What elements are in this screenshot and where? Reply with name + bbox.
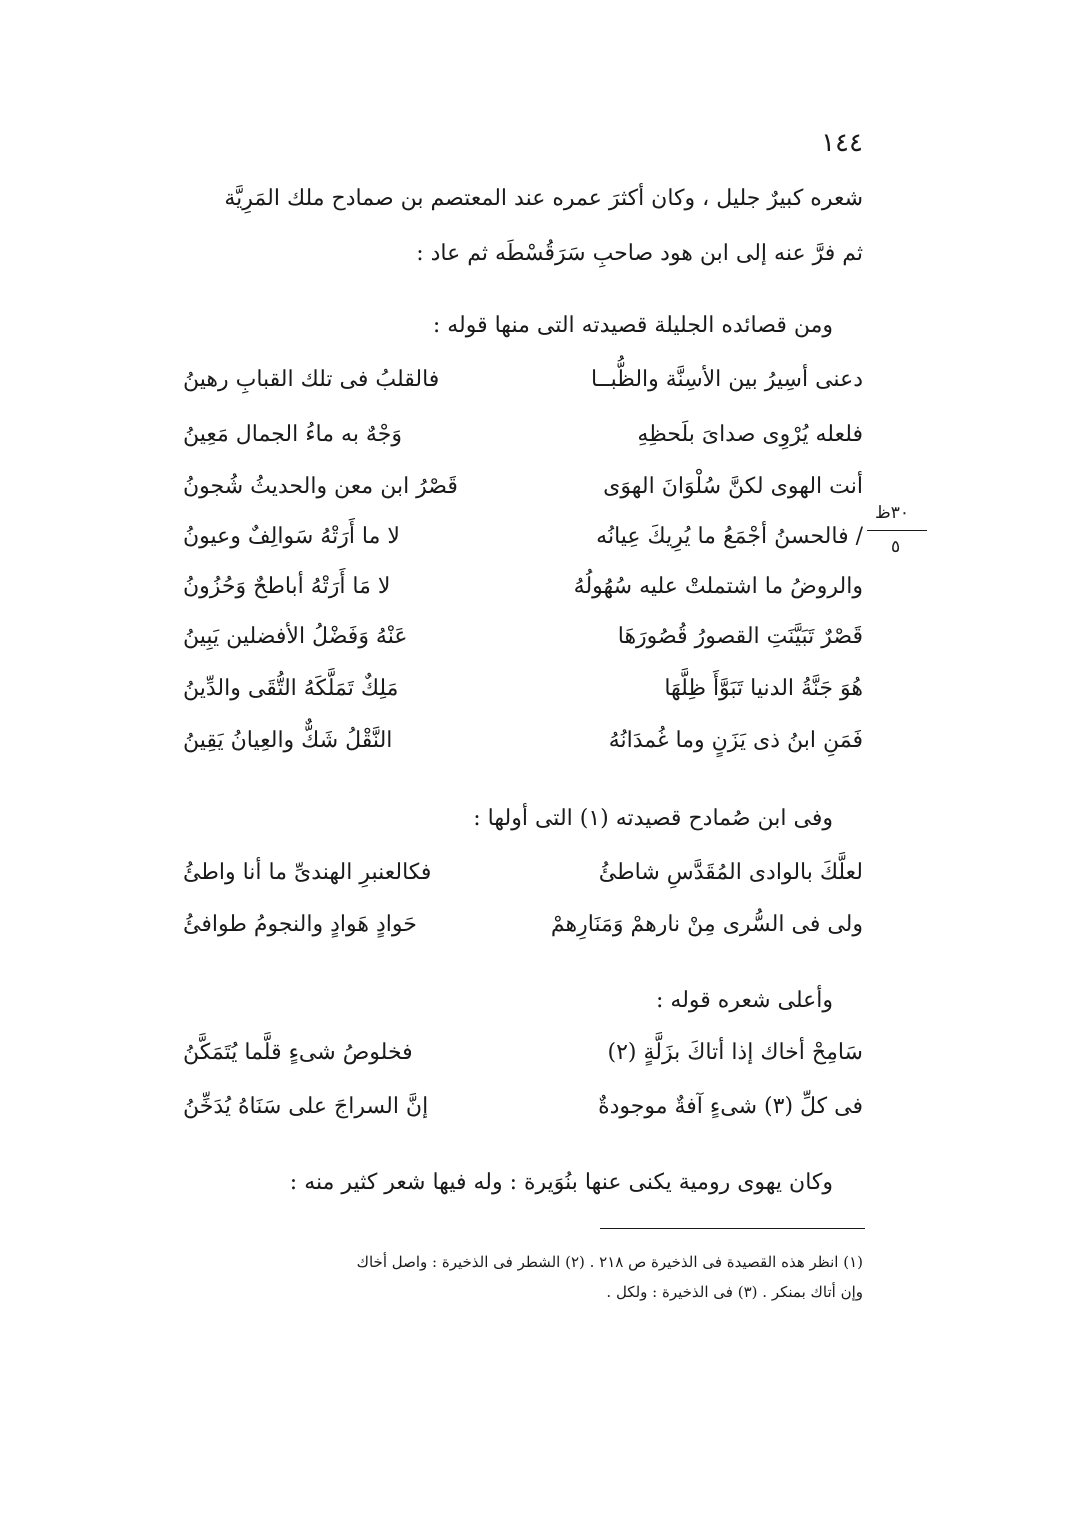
hemistich-second: وَجْهٌ به ماءُ الجمال مَعِينُ — [183, 422, 402, 447]
hemistich-second: فكالعنبرِ الهندىِّ ما أنا واطئُ — [183, 860, 432, 885]
hemistich-second: فالقلبُ فى تلك القبابِ رهينُ — [183, 367, 440, 392]
hemistich-second: قَصْرُ ابن معن والحديثُ شُجونُ — [183, 474, 458, 499]
folio-number: ٣٠ظ — [875, 503, 909, 523]
hemistich-first: قَصْرٌ تَبَيَّنَتِ القصورُ قُصُورَهَا — [617, 624, 863, 649]
hemistich-second: مَلِكٌ تَمَلَّكَهُ التُّقَى والدِّينُ — [183, 676, 399, 701]
closing-line: وكان يهوى رومية يكنى عنها بنُوَيرة : وله فيها شعر كثير منه : — [289, 1170, 833, 1195]
footnote-separator — [600, 1228, 865, 1229]
verse — [183, 422, 863, 476]
manuscript-folio-marker — [855, 503, 935, 563]
verse — [183, 1040, 863, 1094]
hemistich-first: لعلَّكَ بالوادى المُقَدَّسِ شاطئُ — [598, 860, 863, 885]
hemistich-second: حَوادٍ هَوادٍ والنجومُ طوافئُ — [183, 912, 417, 937]
verse — [183, 1094, 863, 1148]
line-number: ٥ — [891, 537, 901, 557]
verse — [183, 728, 863, 782]
verse — [183, 474, 863, 528]
section-2-heading: وفى ابن صُمادح قصيدته (١) التى أولها : — [473, 806, 833, 831]
footnote-line-1: (١) انظر هذه القصيدة فى الذخيرة ص ٢١٨ . (٢) الشطر فى الذخيرة : واصل أخاك — [356, 1253, 863, 1271]
hemistich-second: لا مَا أَرَتْهُ أباطحٌ وَحُزُونُ — [183, 574, 391, 599]
page-number: ١٤٤ — [821, 128, 863, 158]
section-3-heading: وأعلى شعره قوله : — [656, 988, 833, 1013]
hemistich-second: النَّقْلُ شَكٌّ والعِيانُ يَقِينُ — [183, 728, 393, 753]
section-1-heading: ومن قصائده الجليلة قصيدته التى منها قوله : — [432, 313, 833, 338]
hemistich-second: إنَّ السراجَ على سَنَاهُ يُدَخِّنُ — [183, 1094, 429, 1119]
verse — [183, 624, 863, 678]
folio-divider — [867, 530, 927, 531]
verse — [183, 524, 863, 578]
intro-line-2: ثم فرَّ عنه إلى ابن هود صاحبِ سَرَقُسْطَه ثم عاد : — [416, 241, 863, 266]
hemistich-first: والروضُ ما اشتملتْ عليه سُهُولُهُ — [573, 574, 863, 599]
hemistich-first: هُوَ جَنَّةُ الدنيا تَبَوَّأَ ظِلَّهَا — [664, 676, 863, 701]
hemistich-first: فَمَنِ ابنُ ذى يَزَنٍ وما غُمدَانُهُ — [608, 728, 863, 753]
hemistich-first: فى كلِّ (٣) شىءٍ آفةٌ موجودةٌ — [598, 1094, 863, 1119]
hemistich-first: / فالحسنُ أجْمَعُ ما يُرِيكَ عِيانُه — [596, 524, 863, 549]
verse — [183, 676, 863, 730]
verse — [183, 860, 863, 914]
hemistich-first: ولى فى السُّرى مِنْ نارهمْ وَمَنَارِهمْ — [550, 912, 863, 937]
hemistich-second: لا ما أَرَتْهُ سَوالِفٌ وعيونُ — [183, 524, 400, 549]
hemistich-first: فلعله يُرْوِى صداىَ بلَحظِهِ — [637, 422, 863, 447]
hemistich-second: عَنْهُ وَفَضْلُ الأفضلين يَبِينُ — [183, 624, 408, 649]
hemistich-second: فخلوصُ شىءٍ قلَّما يُتَمَكَّنُ — [183, 1040, 413, 1065]
verse — [183, 912, 863, 966]
hemistich-first: أنت الهوى لكنَّ سُلْوَانَ الهوَى — [603, 474, 863, 499]
hemistich-first: دعنى أسِيرُ بين الأسِنَّة والظُّبــا — [591, 367, 863, 392]
verse — [183, 574, 863, 628]
footnote-line-2: وإن أتاك بمنكر . (٣) فى الذخيرة : ولكل . — [606, 1283, 863, 1301]
verse — [183, 367, 863, 421]
hemistich-first: سَامِحْ أخاك إذا أتاكَ بزَلَّةٍ (٢) — [607, 1040, 863, 1065]
intro-line-1: شعره كبيرٌ جليل ، وكان أكثرَ عمره عند المعتصم بن صمادح ملك المَرِيَّة — [224, 186, 863, 211]
